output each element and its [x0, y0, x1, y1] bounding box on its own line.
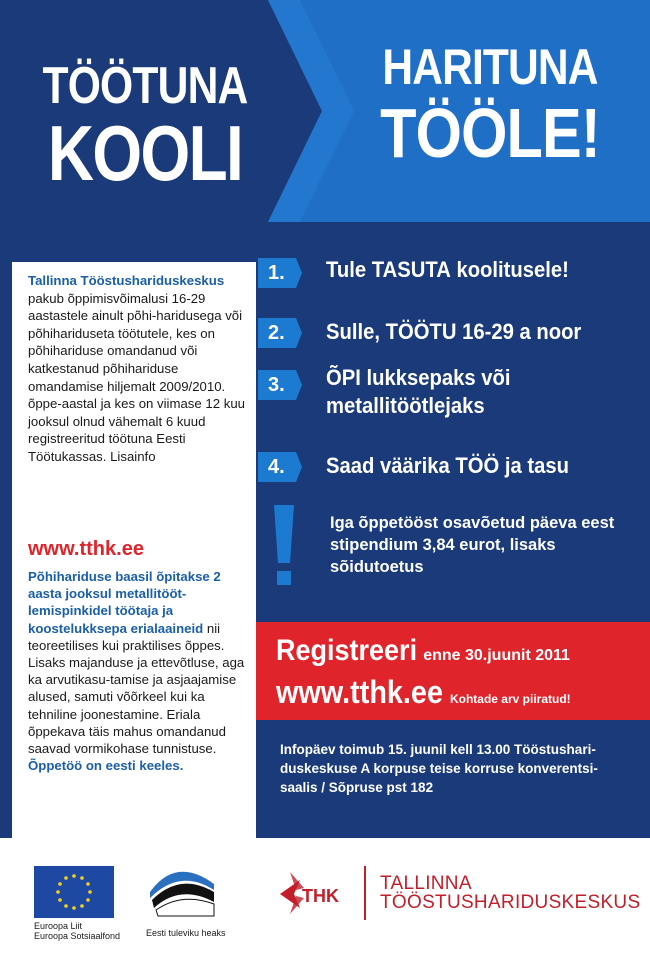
step-4-number: 4. [268, 456, 285, 478]
thk-name: TALLINNA TÖÖSTUSHARIDUSKESKUS [380, 873, 641, 913]
step-3-badge [258, 370, 302, 400]
eu-flag-icon [34, 866, 114, 918]
step-1-text: Tule TASUTA koolitusele! [326, 257, 569, 282]
estonia-caption: Eesti tuleviku heaks [146, 928, 226, 938]
programme-lead: Põhihariduse baasil õpitakse 2 aasta jooksul metallitööt-lemispinkidel töötaja ja koostelukksepa erialaaineid [28, 569, 221, 636]
thk-mark: THK [302, 886, 339, 906]
step-1-number: 1. [268, 262, 285, 284]
intro-lead: Tallinna Tööstushariduskeskus [28, 273, 225, 288]
intro-body: pakub õppimisvõimalusi 16-29 aastastele ainult põhi-haridusega või põhihariduseta töötutele, kes on põhihariduse omandanud või katkestanud põhihariduse omandamise hiljemalt 2009/2010. õppe-aastal ja kes on viimase 12 kuu jooksul olnud vähemalt 6 kuud registreeritud töötuna Eesti Töötukassas. Lisainfo [28, 290, 245, 464]
headline-right [340, 39, 640, 172]
stipend-note: Iga õppetööst osavõetud päeva eest stipendium 3,84 eurot, lisaks sõidutoetus [330, 514, 615, 576]
step-4-text: Saad väärika TÖÖ ja tasu [326, 453, 570, 478]
step-3-text: ÕPI lukksepaks või metallitöötlejaks [326, 365, 511, 418]
headline-right-line2: TÖÖLE! [380, 94, 600, 172]
step-3-number: 3. [268, 374, 285, 396]
thk-divider [364, 866, 366, 920]
estonia-future-logo [146, 862, 218, 920]
headline-left-line1: TÖÖTUNA [42, 57, 248, 115]
step-2-text: Sulle, TÖÖTU 16-29 a noor [326, 319, 582, 344]
programme-description [28, 568, 250, 774]
programme-body: nii teoreetilises kui praktilises õppes. Lisaks majanduse ja ettevõtluse, aga ka arvutikasu-tamise ja asjaajamise alused, samuti võõrkeel kui ka tehniline joonestamine. Eriala õppekava täis mahus omandanud saavad vormikohase tunnistuse. [28, 620, 245, 757]
step-2-badge [258, 318, 302, 348]
thk-logo [278, 868, 352, 918]
register-url[interactable]: www.tthk.ee [276, 674, 443, 710]
register-deadline: enne 30.juunit 2011 [423, 647, 570, 664]
language-note: Õppetöö on eesti keeles. [28, 758, 184, 774]
step-1-badge [258, 258, 302, 288]
exclamation-icon [270, 505, 298, 587]
headline-left [10, 57, 280, 197]
registration-line1 [276, 634, 570, 668]
website-link-left[interactable]: www.tthk.ee [28, 538, 144, 560]
step-2-number: 2. [268, 322, 285, 344]
intro-text [28, 272, 250, 466]
headline-right-line1: HARITUNA [382, 39, 598, 95]
places-limited: Kohtade arv piiratud! [449, 692, 571, 706]
eu-caption: Euroopa Liit Euroopa Sotsiaalfond [34, 921, 121, 941]
register-label: Registreeri [276, 634, 418, 667]
step-4-badge [258, 452, 302, 482]
headline-left-line2: KOOLI [47, 109, 243, 197]
registration-line2 [276, 674, 571, 711]
info-day-text: Infopäev toimub 15. juunil kell 13.00 Tööstushari-duskeskuse A korpuse teise korruse konverentsi-saalis / Sõpruse pst 182 [280, 742, 598, 795]
